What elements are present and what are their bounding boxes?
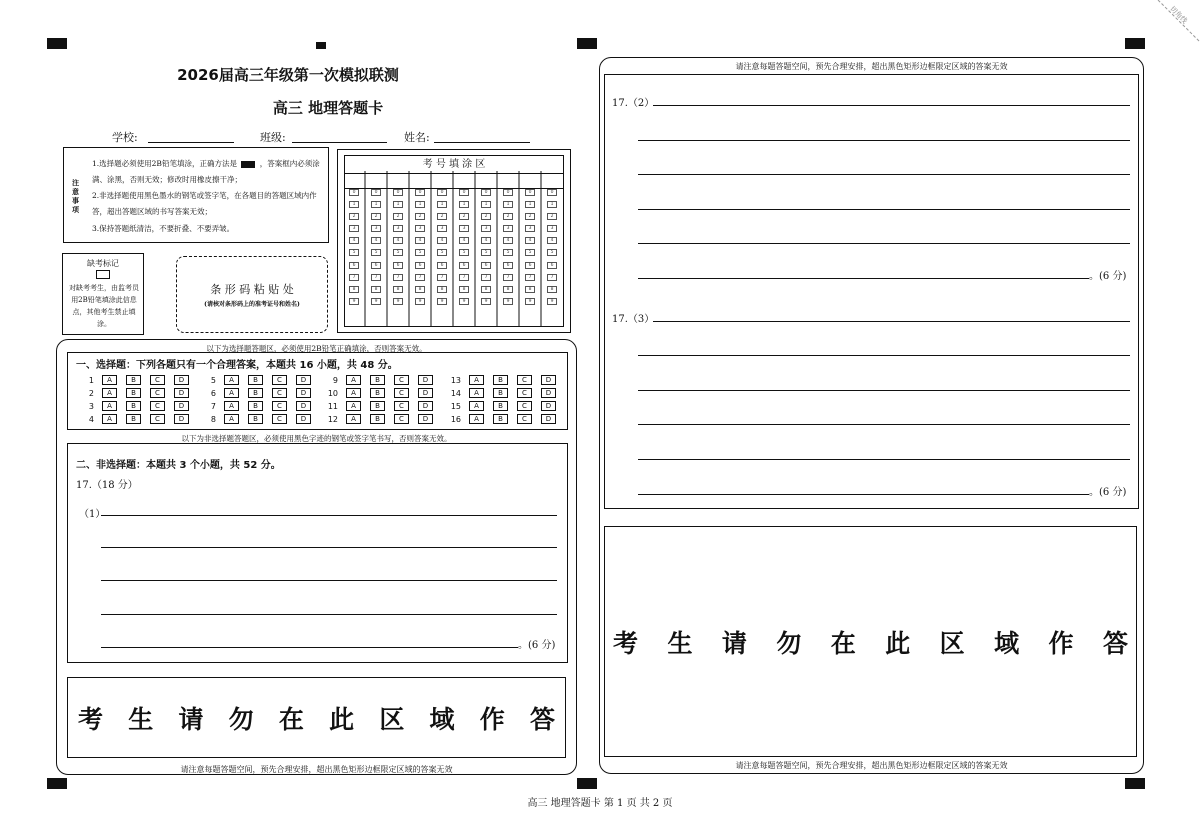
option-bubble[interactable]: D xyxy=(296,375,311,385)
digit-bubble[interactable]: 7 xyxy=(371,274,381,281)
notice-box xyxy=(63,147,329,243)
digit-bubble[interactable]: 2 xyxy=(459,213,469,220)
choice-question-row xyxy=(443,400,565,412)
absent-text: 对缺考考生，由监考员用2B铅笔填涂此信息点，其他考生禁止填涂。 xyxy=(69,284,139,328)
answer-line[interactable] xyxy=(638,140,1130,141)
option-bubble[interactable]: A xyxy=(469,414,484,424)
border-warning-top: 请注意每题答题空间，预先合理安排，超出黑色矩形边框限定区域的答案无效 xyxy=(735,62,1008,71)
digit-bubble[interactable]: 9 xyxy=(437,298,447,305)
digit-bubble[interactable]: 2 xyxy=(525,213,535,220)
answer-line[interactable] xyxy=(101,515,557,516)
digit-bubble[interactable]: 5 xyxy=(371,249,381,256)
digit-bubble[interactable]: 6 xyxy=(547,262,557,269)
digit-bubble[interactable]: 0 xyxy=(371,189,381,196)
option-bubble[interactable]: C xyxy=(394,375,409,385)
digit-bubble[interactable]: 9 xyxy=(371,298,381,305)
option-bubble[interactable]: B xyxy=(370,401,385,411)
alignment-mark xyxy=(1125,778,1145,789)
digit-bubble[interactable]: 5 xyxy=(503,249,513,256)
option-bubble[interactable]: D xyxy=(174,375,189,385)
q17-2-score: 。(6 分) xyxy=(1089,271,1127,282)
digit-bubble[interactable]: 2 xyxy=(349,213,359,220)
digit-bubble[interactable]: 9 xyxy=(459,298,469,305)
option-bubble[interactable]: C xyxy=(150,388,165,398)
digit-bubble[interactable]: 3 xyxy=(525,225,535,232)
option-bubble[interactable]: C xyxy=(272,401,287,411)
digit-bubble[interactable]: 4 xyxy=(437,237,447,244)
digit-bubble[interactable]: 7 xyxy=(503,274,513,281)
correct-fill-sample xyxy=(241,161,255,168)
digit-bubble[interactable]: 0 xyxy=(415,189,425,196)
digit-bubble[interactable]: 7 xyxy=(525,274,535,281)
choice-question-row xyxy=(198,413,320,425)
answer-line[interactable] xyxy=(638,209,1130,210)
option-bubble[interactable]: D xyxy=(174,414,189,424)
answer-line[interactable] xyxy=(638,390,1130,391)
digit-bubble[interactable]: 6 xyxy=(349,262,359,269)
option-bubble[interactable]: A xyxy=(102,388,117,398)
digit-bubble[interactable]: 3 xyxy=(547,225,557,232)
question-number: 12 xyxy=(327,414,338,424)
digit-bubble[interactable]: 0 xyxy=(459,189,469,196)
absent-box xyxy=(62,253,144,335)
option-bubble[interactable]: C xyxy=(150,375,165,385)
option-bubble[interactable]: B xyxy=(370,388,385,398)
digit-bubble[interactable]: 8 xyxy=(459,286,469,293)
option-bubble[interactable]: C xyxy=(517,375,532,385)
choice-question-row xyxy=(198,374,320,386)
digit-bubble[interactable]: 2 xyxy=(371,213,381,220)
digit-bubble[interactable]: 4 xyxy=(547,237,557,244)
option-bubble[interactable]: B xyxy=(493,375,508,385)
digit-bubble[interactable]: 1 xyxy=(503,201,513,208)
digit-bubble[interactable]: 3 xyxy=(459,225,469,232)
digit-bubble[interactable]: 3 xyxy=(437,225,447,232)
option-bubble[interactable]: A xyxy=(346,401,361,411)
question-number: 16 xyxy=(450,414,461,424)
digit-bubble[interactable]: 6 xyxy=(525,262,535,269)
alignment-mark xyxy=(1125,38,1145,49)
digit-bubble[interactable]: 7 xyxy=(547,274,557,281)
option-bubble[interactable]: D xyxy=(418,388,433,398)
digit-bubble[interactable]: 7 xyxy=(393,274,403,281)
absent-title: 缺考标记 xyxy=(87,259,119,268)
digit-bubble[interactable]: 9 xyxy=(415,298,425,305)
option-bubble[interactable]: B xyxy=(126,414,141,424)
class-field[interactable] xyxy=(292,142,387,143)
border-warning-bottom: 请注意每题答题空间，预先合理安排，超出黑色矩形边框限定区域的答案无效 xyxy=(735,761,1008,770)
digit-bubble[interactable]: 1 xyxy=(547,201,557,208)
digit-bubble[interactable]: 3 xyxy=(371,225,381,232)
option-bubble[interactable]: B xyxy=(493,401,508,411)
q17-title: 17.（18 分） xyxy=(76,480,138,491)
digit-bubble[interactable]: 5 xyxy=(525,249,535,256)
alignment-mark xyxy=(577,778,597,789)
digit-bubble[interactable]: 8 xyxy=(525,286,535,293)
answer-line[interactable] xyxy=(101,614,557,615)
digit-bubble[interactable]: 5 xyxy=(415,249,425,256)
choice-question-row xyxy=(320,374,442,386)
option-bubble[interactable]: A xyxy=(224,375,239,385)
digit-bubble[interactable]: 9 xyxy=(481,298,491,305)
option-bubble[interactable]: B xyxy=(248,401,263,411)
choice-question-row xyxy=(76,413,198,425)
answer-line[interactable] xyxy=(101,647,518,648)
digit-bubble[interactable]: 3 xyxy=(415,225,425,232)
option-bubble[interactable]: A xyxy=(346,414,361,424)
answer-line[interactable] xyxy=(638,424,1130,425)
digit-bubble[interactable]: 2 xyxy=(481,213,491,220)
digit-bubble[interactable]: 0 xyxy=(481,189,491,196)
exam-title: 2026届高三年级第一次模拟联测 xyxy=(177,66,399,84)
exam-number-column xyxy=(435,189,449,305)
option-bubble[interactable]: B xyxy=(493,388,508,398)
option-bubble[interactable]: C xyxy=(272,388,287,398)
option-bubble[interactable]: B xyxy=(248,414,263,424)
option-bubble[interactable]: D xyxy=(541,388,556,398)
digit-bubble[interactable]: 4 xyxy=(415,237,425,244)
nonchoice-area-note: 以下为非选择题答题区，必须使用黑色字迹的钢笔或签字笔书写，否则答案无效。 xyxy=(181,434,452,443)
option-bubble[interactable]: B xyxy=(126,375,141,385)
option-bubble[interactable]: A xyxy=(224,414,239,424)
option-bubble[interactable]: C xyxy=(394,388,409,398)
exam-number-column xyxy=(413,189,427,305)
answer-line[interactable] xyxy=(638,459,1130,460)
digit-bubble[interactable]: 6 xyxy=(371,262,381,269)
option-bubble[interactable]: A xyxy=(224,388,239,398)
digit-bubble[interactable]: 6 xyxy=(393,262,403,269)
digit-bubble[interactable]: 0 xyxy=(437,189,447,196)
digit-bubble[interactable]: 1 xyxy=(459,201,469,208)
option-bubble[interactable]: A xyxy=(224,401,239,411)
exam-number-column xyxy=(479,189,493,305)
option-bubble[interactable]: A xyxy=(346,375,361,385)
digit-bubble[interactable]: 9 xyxy=(349,298,359,305)
digit-bubble[interactable]: 6 xyxy=(415,262,425,269)
digit-bubble[interactable]: 1 xyxy=(525,201,535,208)
q17-2-label: 17.（2） xyxy=(612,98,655,109)
digit-bubble[interactable]: 8 xyxy=(481,286,491,293)
alignment-mark xyxy=(47,778,67,789)
digit-bubble[interactable]: 6 xyxy=(459,262,469,269)
digit-bubble[interactable]: 9 xyxy=(547,298,557,305)
choice-question-row xyxy=(320,387,442,399)
digit-bubble[interactable]: 8 xyxy=(349,286,359,293)
answer-line[interactable] xyxy=(638,355,1130,356)
answer-line[interactable] xyxy=(638,174,1130,175)
digit-bubble[interactable]: 1 xyxy=(481,201,491,208)
option-bubble[interactable]: C xyxy=(517,401,532,411)
answer-line[interactable] xyxy=(101,580,557,581)
exam-number-column xyxy=(545,189,559,305)
digit-bubble[interactable]: 2 xyxy=(437,213,447,220)
question-number: 8 xyxy=(210,414,216,424)
option-bubble[interactable]: D xyxy=(296,401,311,411)
question-number: 13 xyxy=(450,375,461,385)
digit-bubble[interactable]: 9 xyxy=(525,298,535,305)
exam-number-column xyxy=(391,189,405,305)
answer-line[interactable] xyxy=(653,321,1130,322)
option-bubble[interactable]: C xyxy=(394,414,409,424)
nonchoice-section xyxy=(67,443,568,663)
barcode-area xyxy=(176,256,328,333)
option-bubble[interactable]: B xyxy=(248,375,263,385)
option-bubble[interactable]: D xyxy=(296,414,311,424)
digit-bubble[interactable]: 8 xyxy=(415,286,425,293)
digit-bubble[interactable]: 5 xyxy=(349,249,359,256)
choice-question-row xyxy=(443,387,565,399)
q17-1-label: （1） xyxy=(79,509,106,520)
option-bubble[interactable]: C xyxy=(272,375,287,385)
digit-bubble[interactable]: 1 xyxy=(349,201,359,208)
exam-number-column xyxy=(347,189,361,305)
option-bubble[interactable]: C xyxy=(394,401,409,411)
digit-bubble[interactable]: 5 xyxy=(393,249,403,256)
digit-bubble[interactable]: 5 xyxy=(547,249,557,256)
digit-bubble[interactable]: 1 xyxy=(437,201,447,208)
nonchoice-heading: 二、非选择题：本题共 3 个小题，共 52 分。 xyxy=(76,460,281,471)
question-number: 7 xyxy=(210,401,216,411)
digit-bubble[interactable]: 0 xyxy=(525,189,535,196)
option-bubble[interactable]: D xyxy=(296,388,311,398)
card-subtitle: 高三 地理答题卡 xyxy=(272,99,384,117)
digit-bubble[interactable]: 7 xyxy=(459,274,469,281)
absent-bubble[interactable] xyxy=(96,270,110,279)
digit-bubble[interactable]: 3 xyxy=(503,225,513,232)
exam-number-column xyxy=(501,189,515,305)
option-bubble[interactable]: D xyxy=(174,401,189,411)
question-number: 6 xyxy=(210,388,216,398)
question-number: 9 xyxy=(332,375,338,385)
notice-item-2: 2.非选择题使用黑色墨水的钢笔或签字笔，在各题目的答题区域内作答，超出答题区域的书写答案无效； xyxy=(92,191,317,216)
exam-number-column xyxy=(457,189,471,305)
digit-bubble[interactable]: 0 xyxy=(547,189,557,196)
choice-question-row xyxy=(443,374,565,386)
option-bubble[interactable]: D xyxy=(541,375,556,385)
digit-bubble[interactable]: 8 xyxy=(437,286,447,293)
alignment-mark xyxy=(47,38,67,49)
option-bubble[interactable]: D xyxy=(418,414,433,424)
digit-bubble[interactable]: 4 xyxy=(371,237,381,244)
question-number: 14 xyxy=(450,388,461,398)
no-answer-zone-right: 考 生 请 勿 在 此 区 域 作 答 xyxy=(604,526,1137,757)
option-bubble[interactable]: A xyxy=(469,388,484,398)
question-number: 2 xyxy=(88,388,94,398)
choice-question-row xyxy=(76,374,198,386)
digit-bubble[interactable]: 1 xyxy=(371,201,381,208)
q17-3-label: 17.（3） xyxy=(612,314,655,325)
option-bubble[interactable]: B xyxy=(370,375,385,385)
digit-bubble[interactable]: 0 xyxy=(349,189,359,196)
answer-line[interactable] xyxy=(101,547,557,548)
choice-area-note: 以下为选择题答题区，必须使用2B铅笔正确填涂，否则答案无效。 xyxy=(206,344,427,353)
digit-bubble[interactable]: 3 xyxy=(393,225,403,232)
digit-bubble[interactable]: 7 xyxy=(349,274,359,281)
option-bubble[interactable]: C xyxy=(150,401,165,411)
digit-bubble[interactable]: 0 xyxy=(393,189,403,196)
exam-number-column xyxy=(523,189,537,305)
choice-question-row xyxy=(443,413,565,425)
digit-bubble[interactable]: 4 xyxy=(481,237,491,244)
alignment-mark xyxy=(316,42,326,49)
choice-question-row xyxy=(198,400,320,412)
option-bubble[interactable]: B xyxy=(493,414,508,424)
digit-bubble[interactable]: 3 xyxy=(481,225,491,232)
digit-bubble[interactable]: 8 xyxy=(503,286,513,293)
q17-1-score: 。(6 分) xyxy=(518,640,556,651)
digit-bubble[interactable]: 4 xyxy=(349,237,359,244)
option-bubble[interactable]: C xyxy=(517,414,532,424)
option-bubble[interactable]: B xyxy=(370,414,385,424)
option-bubble[interactable]: D xyxy=(541,414,556,424)
digit-bubble[interactable]: 5 xyxy=(437,249,447,256)
digit-bubble[interactable]: 7 xyxy=(437,274,447,281)
digit-bubble[interactable]: 2 xyxy=(393,213,403,220)
option-bubble[interactable]: A xyxy=(346,388,361,398)
alignment-mark xyxy=(577,38,597,49)
digit-bubble[interactable]: 6 xyxy=(437,262,447,269)
option-bubble[interactable]: B xyxy=(126,401,141,411)
barcode-note: (请核对条形码上的准考证号和姓名) xyxy=(204,301,300,308)
option-bubble[interactable]: D xyxy=(418,375,433,385)
question-number: 1 xyxy=(88,375,94,385)
exam-number-column xyxy=(369,189,383,305)
option-bubble[interactable]: B xyxy=(248,388,263,398)
question-number: 4 xyxy=(88,414,94,424)
choice-question-row xyxy=(76,387,198,399)
choice-question-row xyxy=(320,400,442,412)
choice-question-row xyxy=(198,387,320,399)
name-field[interactable] xyxy=(434,142,530,143)
answer-line[interactable] xyxy=(638,494,1089,495)
digit-bubble[interactable]: 4 xyxy=(393,237,403,244)
digit-bubble[interactable]: 6 xyxy=(481,262,491,269)
digit-bubble[interactable]: 8 xyxy=(547,286,557,293)
digit-bubble[interactable]: 1 xyxy=(393,201,403,208)
option-bubble[interactable]: C xyxy=(150,414,165,424)
school-label: 学校: xyxy=(112,131,138,144)
digit-bubble[interactable]: 8 xyxy=(371,286,381,293)
digit-bubble[interactable]: 8 xyxy=(393,286,403,293)
option-bubble[interactable]: A xyxy=(469,401,484,411)
digit-bubble[interactable]: 5 xyxy=(459,249,469,256)
question-number: 11 xyxy=(327,401,338,411)
exam-number-title: 考 号 填 涂 区 xyxy=(344,155,564,174)
option-bubble[interactable]: A xyxy=(102,401,117,411)
notice-item-1: 1.选择题必须使用2B铅笔填涂，正确方法是 ，答案框内必须涂满、涂黑，否则无效；修改时用橡皮擦干净； xyxy=(92,159,320,184)
option-bubble[interactable]: A xyxy=(469,375,484,385)
question-number: 15 xyxy=(450,401,461,411)
question-number: 3 xyxy=(88,401,94,411)
option-bubble[interactable]: C xyxy=(517,388,532,398)
digit-bubble[interactable]: 2 xyxy=(547,213,557,220)
answer-line[interactable] xyxy=(638,243,1130,244)
digit-bubble[interactable]: 6 xyxy=(503,262,513,269)
digit-bubble[interactable]: 3 xyxy=(349,225,359,232)
notice-item-3: 3.保持答题纸清洁，不要折叠、不要弄皱。 xyxy=(92,224,235,233)
answer-line[interactable] xyxy=(653,105,1130,106)
corner-stamp: 切角线 xyxy=(1168,4,1189,26)
digit-bubble[interactable]: 7 xyxy=(481,274,491,281)
option-bubble[interactable]: D xyxy=(418,401,433,411)
option-bubble[interactable]: D xyxy=(541,401,556,411)
no-answer-zone-left: 考 生 请 勿 在 此 区 域 作 答 xyxy=(67,677,566,758)
digit-bubble[interactable]: 2 xyxy=(415,213,425,220)
option-bubble[interactable]: A xyxy=(102,414,117,424)
digit-bubble[interactable]: 4 xyxy=(525,237,535,244)
choice-question-row xyxy=(76,400,198,412)
school-field[interactable] xyxy=(148,142,234,143)
notice-label: 注意事项 xyxy=(72,178,79,214)
option-bubble[interactable]: A xyxy=(102,375,117,385)
digit-bubble[interactable]: 4 xyxy=(459,237,469,244)
option-bubble[interactable]: D xyxy=(174,388,189,398)
option-bubble[interactable]: B xyxy=(126,388,141,398)
answer-line[interactable] xyxy=(638,278,1089,279)
question-number: 5 xyxy=(210,375,216,385)
barcode-title: 条 形 码 粘 贴 处 xyxy=(210,283,294,296)
digit-bubble[interactable]: 5 xyxy=(481,249,491,256)
name-label: 姓名: xyxy=(404,131,430,144)
page-footer: 高三 地理答题卡 第 1 页 共 2 页 xyxy=(527,798,673,809)
digit-bubble[interactable]: 9 xyxy=(393,298,403,305)
choice-question-row xyxy=(320,413,442,425)
choice-heading: 一、选择题：下列各题只有一个合理答案，本题共 16 小题，共 48 分。 xyxy=(76,360,398,371)
digit-bubble[interactable]: 7 xyxy=(415,274,425,281)
question-number: 10 xyxy=(327,388,338,398)
digit-bubble[interactable]: 0 xyxy=(503,189,513,196)
option-bubble[interactable]: C xyxy=(272,414,287,424)
digit-bubble[interactable]: 9 xyxy=(503,298,513,305)
digit-bubble[interactable]: 4 xyxy=(503,237,513,244)
class-label: 班级: xyxy=(260,131,286,144)
digit-bubble[interactable]: 2 xyxy=(503,213,513,220)
digit-bubble[interactable]: 1 xyxy=(415,201,425,208)
border-warning-left: 请注意每题答题空间，预先合理安排，超出黑色矩形边框限定区域的答案无效 xyxy=(180,765,453,774)
q17-3-score: 。(6 分) xyxy=(1089,487,1127,498)
